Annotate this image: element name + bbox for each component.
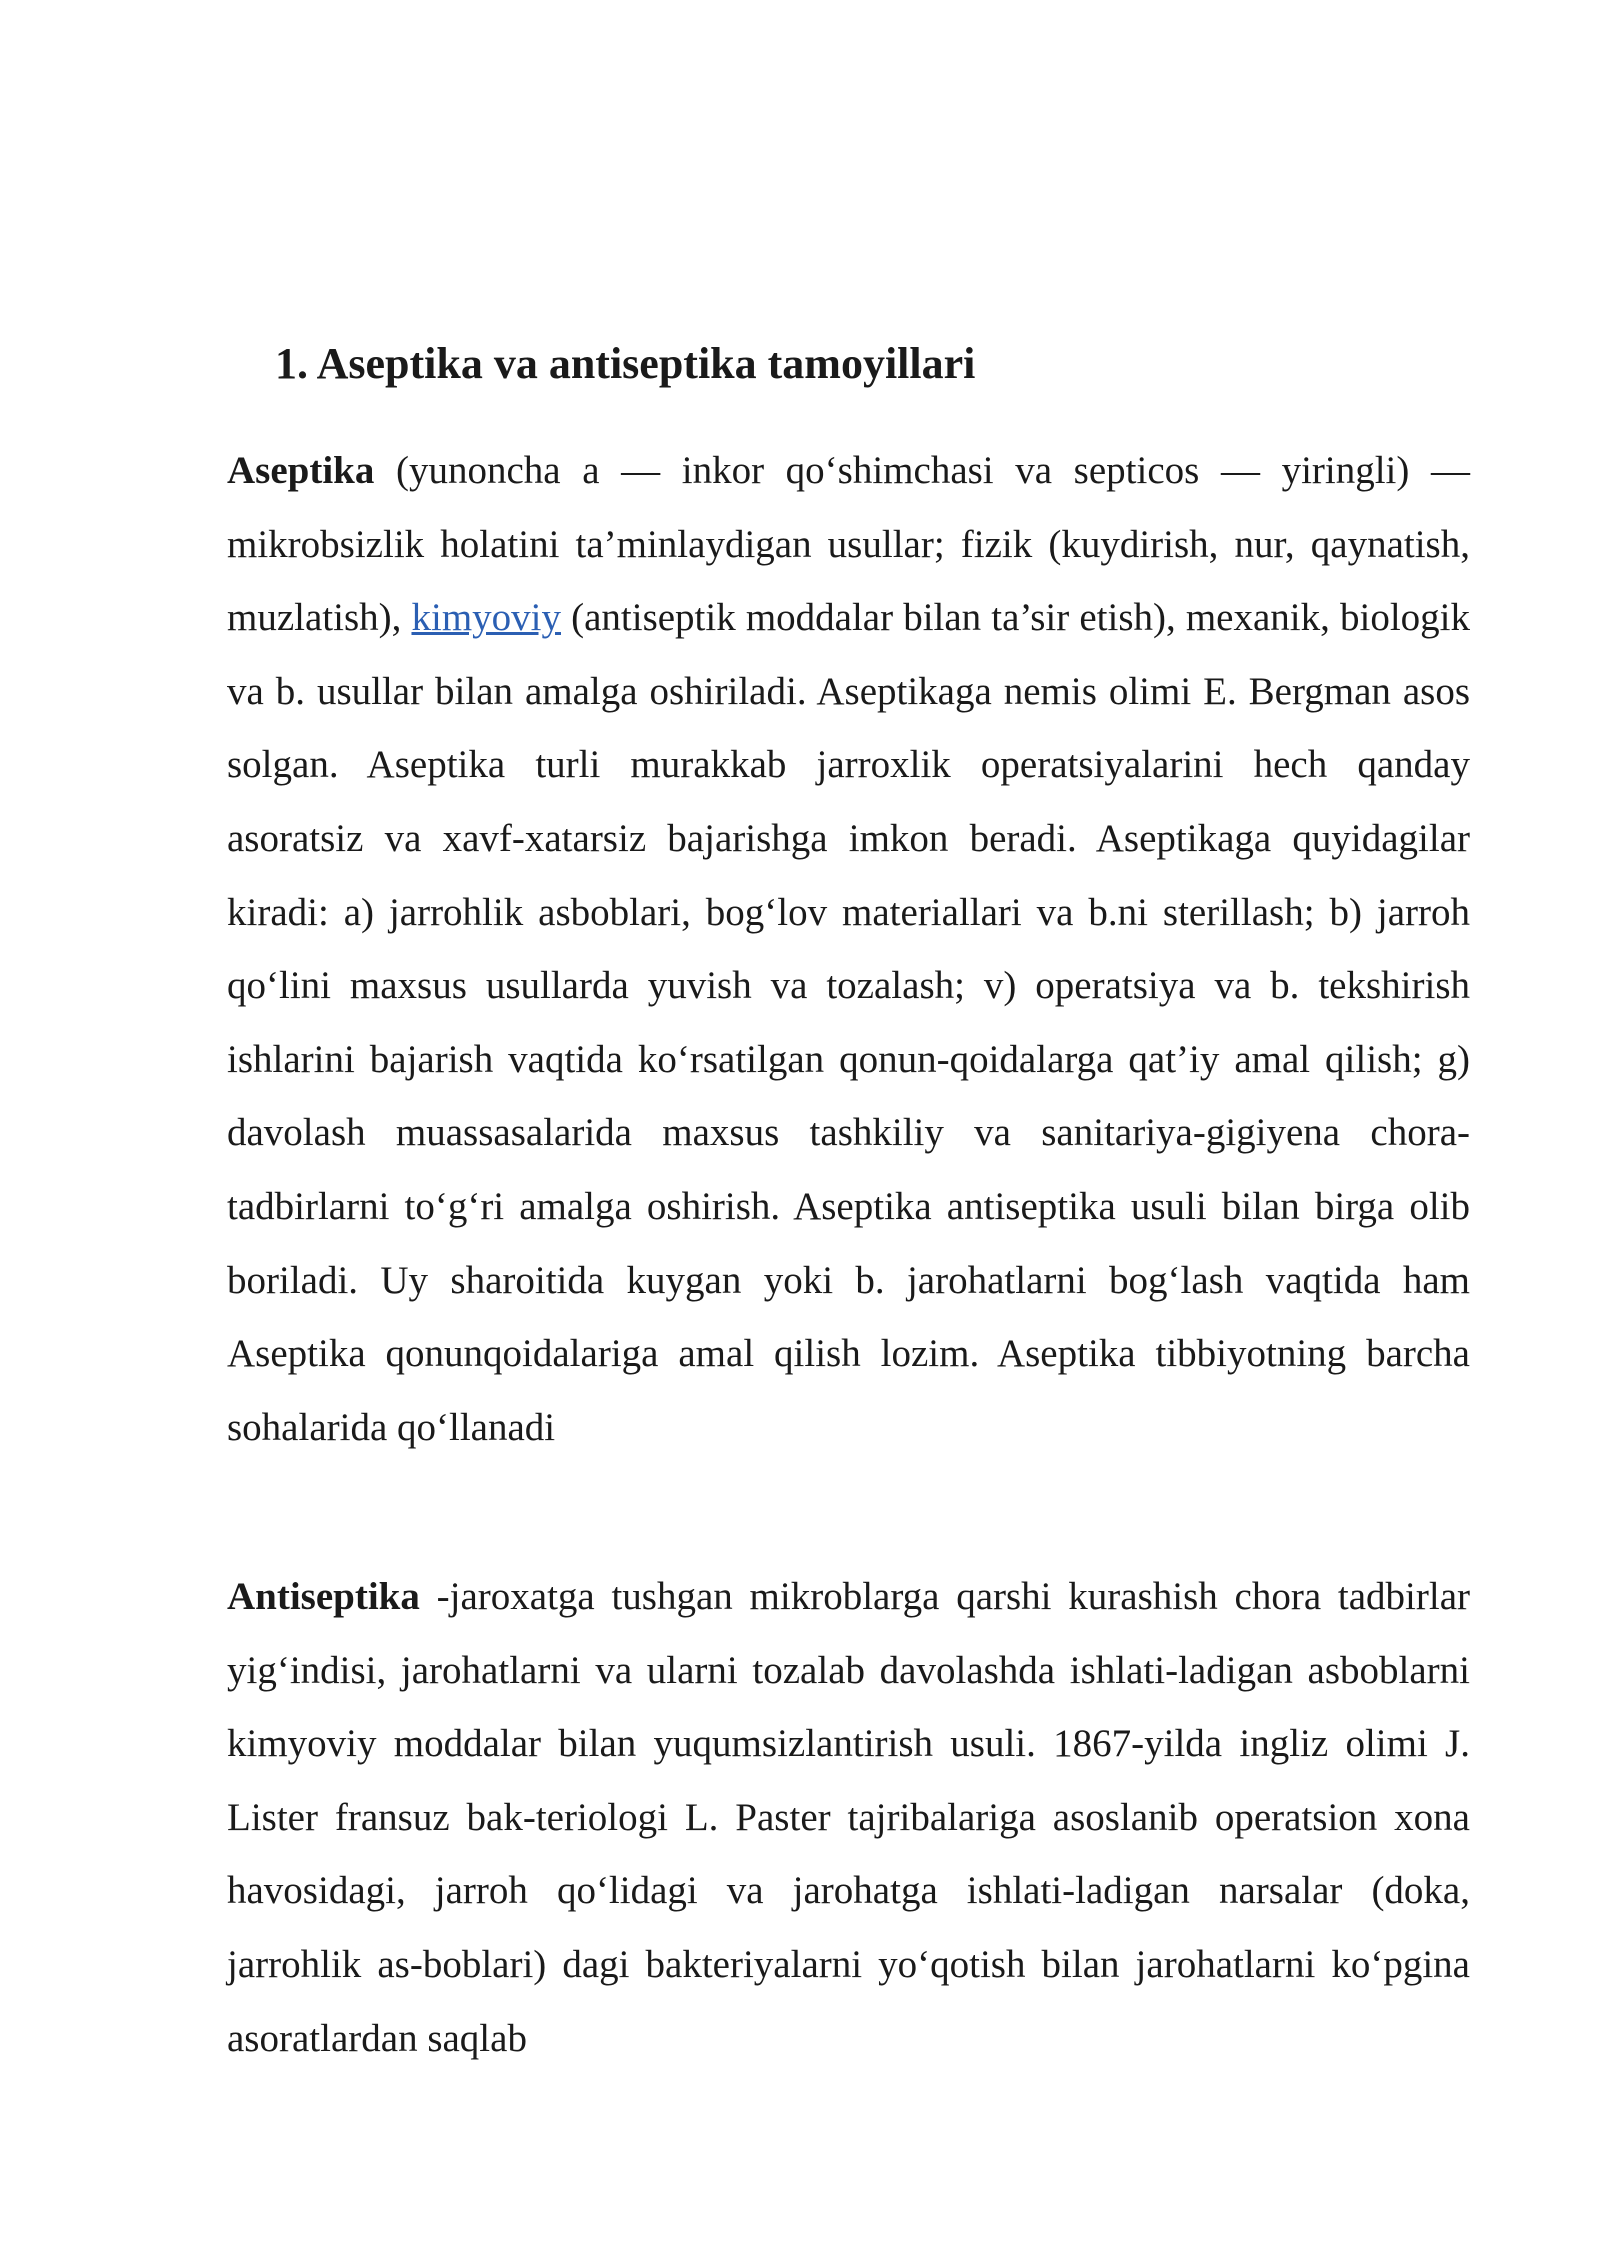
aseptika-term: Aseptika xyxy=(227,449,375,492)
aseptika-paragraph xyxy=(227,434,1470,1464)
antiseptika-paragraph-text: -jaroxatga tushgan mikroblarga qarshi kurashish chora tadbirlar yig‘indisi, jarohatlarni va ularni tozalab davolashda ishlati-ladigan asboblarni kimyoviy moddalar bilan yuqumsizlantirish usuli. 1867-yilda ingliz olimi J. Lister fransuz bak-teriologi L. Paster tajribalariga asoslanib operatsion xona havosidagi, jarroh qo‘lidagi va jarohatga ishlati-ladigan narsalar (doka, jarrohlik as-boblari) dagi bakteriyalarni yo‘qotish bilan jarohatlarni ko‘pgina asoratlardan saqlab xyxy=(227,1575,1470,2060)
antiseptika-paragraph xyxy=(227,1560,1470,2075)
antiseptika-term: Antiseptika xyxy=(227,1575,420,1618)
paragraph-text-before-link: (yunoncha a — inkor qo‘shimchasi va septicos — yiringli) — mikrobsizlik holatini ta’minlaydigan usullar; fizik (kuydirish, nur, qaynatish, muzlatish), xyxy=(227,449,1470,640)
section-heading: 1. Aseptika va antiseptika tamoyillari xyxy=(275,339,976,388)
kimyoviy-link[interactable]: kimyoviy xyxy=(411,596,561,640)
paragraph-text-after-link: (antiseptik moddalar bilan ta’sir etish), mexanik, biologik va b. usullar bilan amalga oshiriladi. Aseptikaga nemis olimi E. Bergman asos solgan. Aseptika turli murakkab jarroxlik operatsiyalarini hech qanday asoratsiz va xavf-xatarsiz bajarishga imkon beradi. Aseptikaga quyidagilar kiradi: a) jarrohlik asboblari, bog‘lov materiallari va b.ni sterillash; b) jarroh qo‘lini maxsus usullarda yuvish va tozalash; v) operatsiya va b. tekshirish ishlarini bajarish vaqtida ko‘rsatilgan qonun-qoidalarga qat’iy amal qilish; g) davolash muassasalarida maxsus tashkiliy va sanitariya-gigiyena chora-tadbirlarni to‘g‘ri amalga oshirish. Aseptika antiseptika usuli bilan birga olib boriladi. Uy sharoitida kuygan yoki b. jarohatlarni bog‘lash vaqtida ham Aseptika qonunqoidalariga amal qilish lozim. Aseptika tibbiyotning barcha sohalarida qo‘llanadi xyxy=(227,596,1470,1449)
